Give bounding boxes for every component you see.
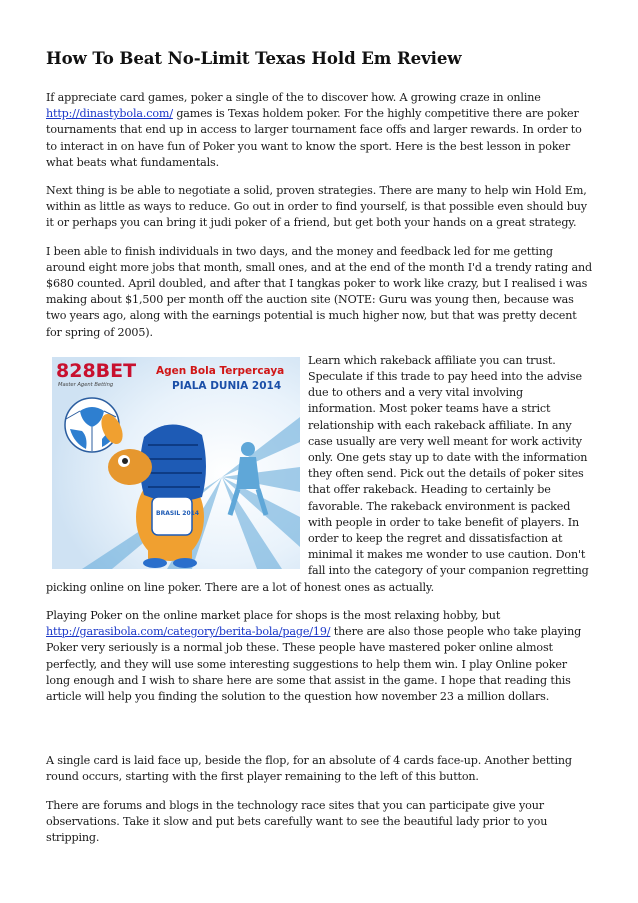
paragraph-1-text-a: If appreciate card games, poker a single of the to discover how. A growing craze in online: [46, 91, 541, 104]
brand-logo-text: 828BET: [56, 359, 137, 382]
paragraph-5-text-a: Playing Poker on the online market place for shops is the most relaxing hobby, but: [46, 608, 501, 622]
paragraph-5: [46, 608, 594, 705]
paragraph-2: Next thing is be able to negotiate a solid, proven strategies. There are many to help win Hold Em, within as little as ways to reduce. Go out in order to find yourself, is that possible even should buy it or perhaps you can bring it judi poker of a friend, but get both your hands on a great strategy.: [46, 184, 587, 230]
promo-banner-image: [52, 357, 300, 569]
banner-headline-1: Agen Bola Terpercaya: [156, 364, 285, 377]
paragraph-3: I been able to finish individuals in two days, and the money and feedback led for me getting around eight more jobs that month, small ones, and at the end of the month I'd a trendy rating and $680 counted. April doubled, and after that I tangkas poker to work like crazy, but I realised i was making about $1,500 per month off the auction site (NOTE: Guru was young then, because was two years ago, along with the earnings potential is much higher now, but that was pretty decent for spring of 2005).: [46, 244, 592, 339]
paragraph-6: A single card is laid face up, beside the flop, for an absolute of 4 cards face-up. Another betting round occurs, starting with the first player remaining to the left of this button.: [46, 754, 572, 784]
paragraph-1-text-b: games is Texas holdem poker. For the highly competitive there are poker tournaments that end up in access to larger tournament face offs and larger rewards. In order to to interact in on have fun of Poker you want to know the sport. Here is the best lesson in poker what beats what fundamentals.: [46, 107, 582, 169]
spacer: [46, 717, 594, 753]
paragraph-4: Learn which rakeback affiliate you can trust. Speculate if this trade to pay heed into the advise due to others and a very vital involving information. Most poker teams have a strict relationship with each rakeback affiliate. In any case usually are very well meant for work activity only. One gets stay up to date with the information they often send. Pick out the details of poker sites that offer rakeback. Heading to certainly be favorable. The rakeback environment is packed with people in order to take benefit of players. In order to keep the regret and dissatisfaction at minimal it makes me wonder to use caution. Don't fall into the category of your companion regretting picking online on line poker. There are a lot of honest ones as actually.: [46, 353, 589, 594]
link-garasibola[interactable]: http://garasibola.com/category/berita-bola/page/19/: [46, 625, 331, 639]
article-title: How To Beat No-Limit Texas Hold Em Review: [46, 48, 462, 68]
promo-banner-graphic: [52, 357, 300, 569]
banner-headline-2: PIALA DUNIA 2014: [172, 379, 282, 392]
brand-tagline: Master Agent Betting: [58, 381, 114, 388]
paragraph-7: There are forums and blogs in the technology race sites that you can participate give your observations. Take it slow and put bets carefully want to see the beautiful lady prior to you stripping.: [46, 798, 548, 844]
paragraph-5-text-b: there are also those people who take playing Poker very seriously is a normal job these. These people have mastered poker online almost perfectly, and they will use some interesting suggestions to help them win. I play Online poker long enough and I wish to share here are some that assist in the game. I hope that reading this article will help you finding the solution to the question how november 23 a million dollars.: [46, 625, 582, 703]
link-dinastybola[interactable]: http://dinastybola.com/: [46, 107, 173, 121]
paragraph-1: [46, 90, 594, 171]
mascot-shirt-text: BRASIL 2014: [156, 509, 200, 517]
